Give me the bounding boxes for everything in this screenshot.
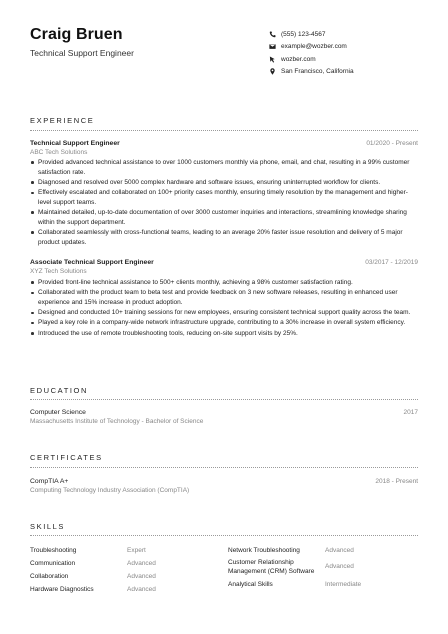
bullet-text: Diagnosed and resolved over 5000 complex hardware and software issues, ensuring uninterrupted workflow for clients. <box>38 178 381 186</box>
bullet-dot <box>31 312 34 315</box>
education-school: Massachusetts Institute of Technology - Bachelor of Science <box>30 418 204 425</box>
contact-phone-text[interactable]: (555) 123-4567 <box>281 30 326 38</box>
list-item <box>30 278 414 288</box>
skill-item <box>228 544 361 557</box>
skills-heading: SKILLS <box>30 522 66 531</box>
job-title: Technical Support Engineer <box>30 140 120 147</box>
skill-name: Customer Relationship Management (CRM) Software <box>228 559 315 575</box>
bullet-text: Provided advanced technical assistance to over 1000 customers monthly via phone, email, and chat, resulting in a 99% customer satisfaction rate. <box>38 159 410 176</box>
skill-name: Hardware Diagnostics <box>30 586 94 593</box>
certificate-dates: 2018 - Present <box>375 478 418 485</box>
skills-left-column <box>30 544 156 596</box>
certificates-divider <box>30 467 418 468</box>
contact-website <box>268 53 438 66</box>
phone-icon <box>268 30 276 38</box>
skill-name: Troubleshooting <box>30 547 77 554</box>
candidate-role: Technical Support Engineer <box>30 48 134 58</box>
skill-level: Advanced <box>325 563 354 571</box>
certificates-heading: CERTIFICATES <box>30 453 103 462</box>
education-divider <box>30 399 418 400</box>
contact-email-text[interactable]: example@wozber.com <box>281 43 347 51</box>
skill-item <box>30 570 156 583</box>
skill-name: Collaboration <box>30 573 69 580</box>
list-item <box>30 158 414 177</box>
skills-right-column <box>228 544 361 591</box>
skill-level: Advanced <box>127 560 156 567</box>
cursor-icon <box>268 55 276 63</box>
bullet-dot <box>31 292 34 295</box>
certificate-issuer: Computing Technology Industry Association (CompTIA) <box>30 487 190 494</box>
certificate-name: CompTIA A+ <box>30 478 69 485</box>
bullet-text: Maintained detailed, up-to-date documentation of over 3000 customer inquiries and interactions, streamlining knowledge sharing within the support department. <box>38 209 407 226</box>
bullet-text: Played a key role in a company-wide network infrastructure upgrade, contributing to a 30% increase in overall system efficiency. <box>38 319 406 327</box>
contact-block <box>268 28 438 78</box>
bullet-text: Designed and conducted 10+ training sessions for new employees, ensuring consistent technical support quality across the team. <box>38 309 411 317</box>
education-heading: EDUCATION <box>30 386 89 395</box>
bullet-dot <box>31 322 34 325</box>
list-item <box>30 178 414 188</box>
bullet-dot <box>31 211 34 214</box>
job-dates: 01/2020 - Present <box>366 140 418 147</box>
contact-phone <box>268 28 438 41</box>
list-item <box>30 288 414 307</box>
bullet-dot <box>31 161 34 164</box>
list-item <box>30 318 414 328</box>
bullet-text: Collaborated with the product team to beta test and provide feedback on 3 new software releases, resulting in enhanced user experience and 15% increase in product adoption. <box>38 289 398 306</box>
education-degree: Computer Science <box>30 409 86 416</box>
skill-item <box>228 578 361 591</box>
bullet-text: Collaborated seamlessly with cross-functional teams, leading to an average 20% faster issue resolution and delivery of 5 major product updates. <box>38 228 403 246</box>
education-year: 2017 <box>403 409 418 416</box>
bullet-dot <box>31 181 34 184</box>
contact-website-text[interactable]: wozber.com <box>281 55 316 63</box>
envelope-icon <box>268 43 276 51</box>
contact-location-text: San Francisco, California <box>281 68 354 76</box>
skill-item <box>30 544 156 557</box>
bullet-text: Provided front-line technical assistance to 500+ clients monthly, achieving a 98% customer satisfaction rating. <box>38 279 353 286</box>
list-item <box>30 228 414 247</box>
map-pin-icon <box>268 68 276 76</box>
list-item <box>30 329 414 339</box>
job-title: Associate Technical Support Engineer <box>30 259 154 266</box>
bullet-dot <box>31 231 34 234</box>
skill-level: Intermediate <box>325 581 362 588</box>
list-item <box>30 308 414 318</box>
skill-level: Expert <box>127 547 146 554</box>
contact-location <box>268 66 438 79</box>
skill-name: Network Troubleshooting <box>228 547 300 554</box>
bullet-dot <box>31 281 34 284</box>
list-item <box>30 208 414 227</box>
bullet-text: Effectively escalated and collaborated on 100+ priority cases monthly, ensuring timely resolution by the management and higher-level support teams. <box>38 189 408 206</box>
job-dates: 03/2017 - 12/2019 <box>365 259 418 266</box>
job-bullets <box>30 278 414 339</box>
skill-item <box>30 557 156 570</box>
skill-level: Advanced <box>127 573 156 580</box>
experience-divider <box>30 130 418 131</box>
skill-level: Advanced <box>325 547 354 554</box>
job-company: XYZ Tech Solutions <box>30 268 87 275</box>
skill-level: Advanced <box>127 586 156 593</box>
list-item <box>30 188 414 207</box>
contact-email <box>268 41 438 54</box>
bullet-dot <box>31 192 34 195</box>
skill-item <box>30 583 156 596</box>
candidate-name: Craig Bruen <box>30 26 123 43</box>
job-company: ABC Tech Solutions <box>30 149 88 156</box>
bullet-dot <box>31 332 34 335</box>
bullet-text: Introduced the use of remote troubleshooting tools, reducing on-site support visits by 25%. <box>38 329 298 337</box>
skill-name: Analytical Skills <box>228 581 273 588</box>
skills-divider <box>30 535 418 536</box>
skill-name: Communication <box>30 560 76 567</box>
skill-item <box>228 557 361 578</box>
job-bullets <box>30 158 414 248</box>
experience-heading: EXPERIENCE <box>30 116 95 125</box>
